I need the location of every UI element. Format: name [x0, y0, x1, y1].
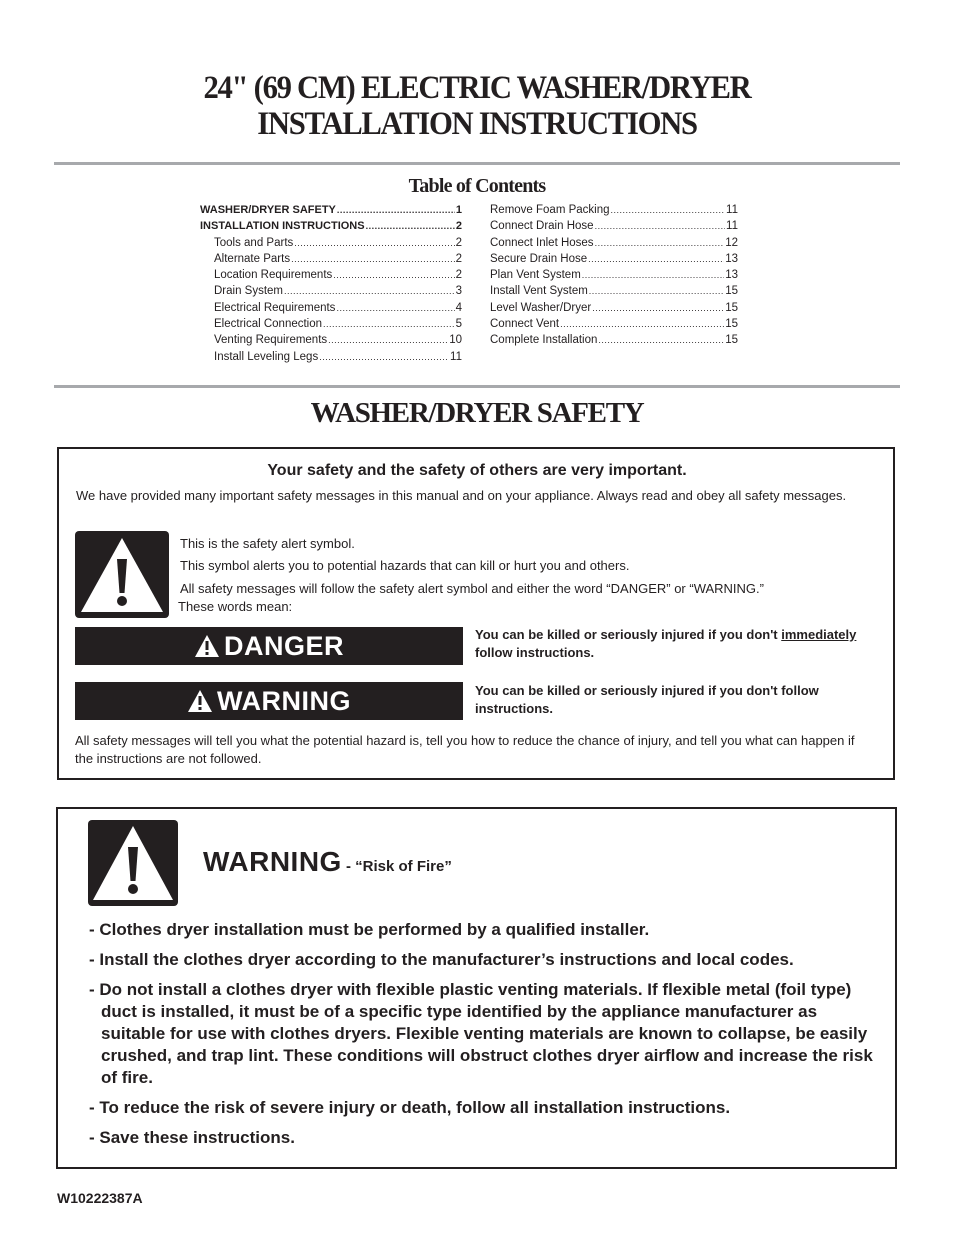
toc-entry[interactable]: Remove Foam Packing ..... 11 [490, 202, 738, 218]
safety-alert-icon [75, 531, 169, 618]
symbol-line-4: These words mean: [178, 599, 293, 614]
symbol-line-3: All safety messages will follow the safety alert symbol and either the word “DANGER” or “WARNING.” [180, 581, 764, 596]
toc-entry[interactable]: Level Washer/Dryer ..... 15 [490, 300, 738, 316]
toc-entry[interactable]: Complete Installation ..... 15 [490, 332, 738, 348]
list-item: - To reduce the risk of severe injury or death, follow all installation instructions. [89, 1098, 731, 1117]
danger-signal-bar [75, 627, 463, 665]
toc-entry[interactable]: Alternate Parts ..... 2 [200, 251, 462, 267]
toc-entry[interactable]: Install Vent System ..... 15 [490, 283, 738, 299]
warning-description: You can be killed or seriously injured if you don't follow instructions. [475, 683, 819, 716]
toc-entry[interactable]: Plan Vent System ..... 13 [490, 267, 738, 283]
section-title: WASHER/DRYER SAFETY [310, 397, 644, 429]
toc-entry[interactable]: Connect Inlet Hoses ..... 12 [490, 235, 738, 251]
document-title-line1: 24" (69 CM) ELECTRIC WASHER/DRYER [203, 70, 751, 106]
divider [54, 162, 900, 165]
safety-heading: Your safety and the safety of others are very important. [267, 462, 687, 479]
toc-entry[interactable]: Secure Drain Hose ..... 13 [490, 251, 738, 267]
toc-entry[interactable]: WASHER/DRYER SAFETY ..... 1 [200, 202, 462, 218]
divider [54, 385, 900, 388]
symbol-line-2: This symbol alerts you to potential hazards that can kill or hurt you and others. [180, 558, 630, 573]
list-item: - Save these instructions. [89, 1128, 295, 1147]
toc-heading: Table of Contents [408, 175, 546, 197]
safety-footer: All safety messages will tell you what the potential hazard is, tell you how to reduce the chance of injury, and tell you what can happen if the instructions are not followed. [75, 733, 855, 766]
toc-entry[interactable]: Install Leveling Legs ..... 11 [200, 349, 462, 365]
list-item: - Clothes dryer installation must be performed by a qualified installer. [89, 920, 650, 939]
safety-intro: We have provided many important safety messages in this manual and on your appliance. Always read and obey all safety messages. [76, 488, 847, 503]
danger-label: DANGER [223, 630, 344, 661]
fire-warning-list [89, 919, 879, 1157]
list-item: - Do not install a clothes dryer with flexible plastic venting materials. If flexible metal (foil type) duct is installed, it must be of a specific type identified by the appliance manufacturer as suitable for use with clothes dryers. Flexible venting materials are known to collapse, be easily crushed, and trap lint. These conditions will obstruct clothes dryer airflow and increase the risk of fire. [89, 980, 873, 1087]
toc-entry[interactable]: Connect Vent ..... 15 [490, 316, 738, 332]
warning-alert-icon [88, 820, 178, 906]
toc-entry[interactable]: Connect Drain Hose ..... 11 [490, 218, 738, 234]
fire-warning-heading: WARNING - “Risk of Fire” [203, 846, 452, 877]
toc-right-column [490, 202, 738, 349]
warning-signal-bar [75, 682, 463, 720]
fire-warning-label: WARNING [203, 846, 342, 877]
toc-left-column [200, 202, 462, 365]
toc-entry[interactable]: Tools and Parts ..... 2 [200, 235, 462, 251]
document-title [33, 70, 920, 142]
toc-entry[interactable]: INSTALLATION INSTRUCTIONS ..... 2 [200, 218, 462, 234]
toc-entry[interactable]: Electrical Connection ..... 5 [200, 316, 462, 332]
danger-description: You can be killed or seriously injured if you don't immediately follow instructions. [475, 627, 857, 660]
warning-label: WARNING [217, 685, 351, 716]
toc-entry[interactable]: Location Requirements ..... 2 [200, 267, 462, 283]
exclamation-triangle-icon [187, 689, 213, 713]
document-code: W10222387A [57, 1190, 143, 1206]
toc-entry[interactable]: Drain System ..... 3 [200, 283, 462, 299]
fire-warning-subtitle: “Risk of Fire” [355, 858, 452, 875]
toc-entry[interactable]: Electrical Requirements ..... 4 [200, 300, 462, 316]
document-title-line2: INSTALLATION INSTRUCTIONS [257, 106, 697, 142]
toc-entry[interactable]: Venting Requirements ..... 10 [200, 332, 462, 348]
symbol-line-1: This is the safety alert symbol. [180, 536, 355, 551]
list-item: - Install the clothes dryer according to the manufacturer’s instructions and local codes. [89, 950, 794, 969]
exclamation-triangle-icon [194, 634, 220, 658]
